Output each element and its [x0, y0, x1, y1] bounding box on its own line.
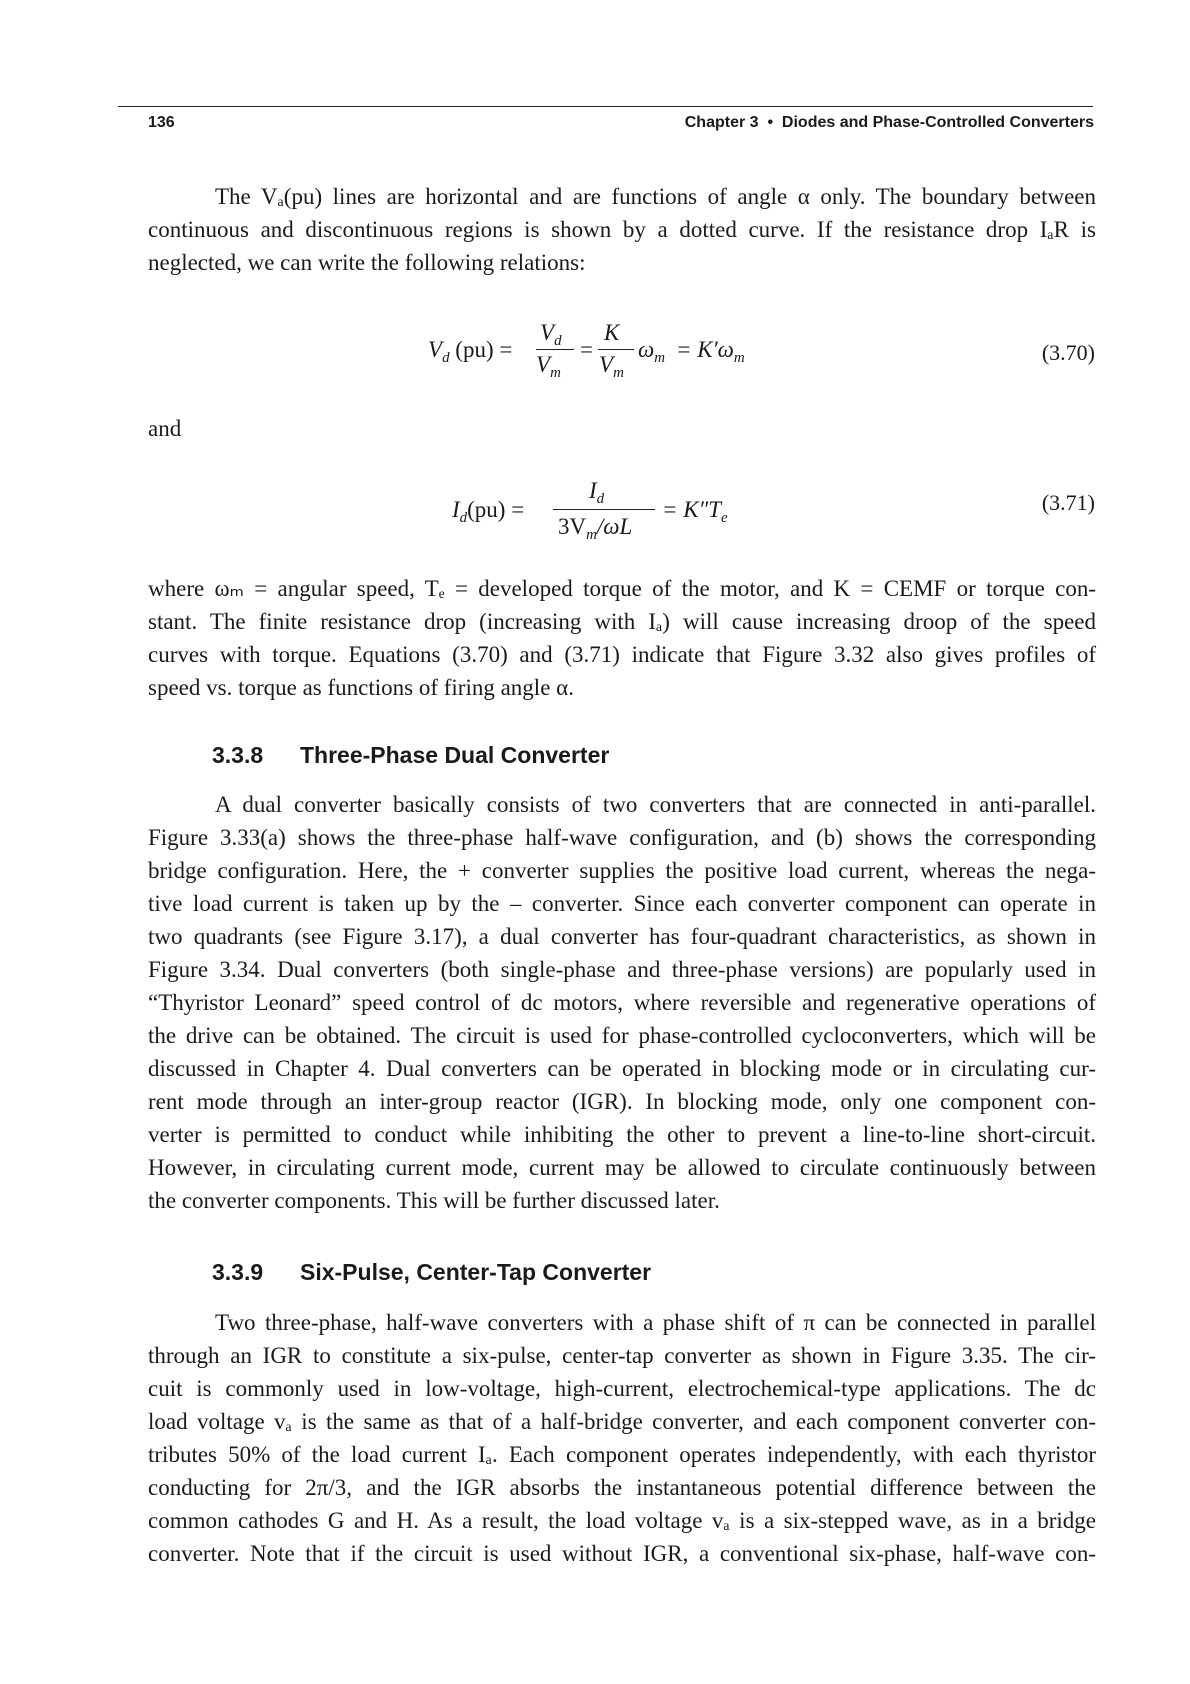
- eq-text: =: [580, 337, 593, 362]
- eq-subscript: d: [459, 510, 468, 527]
- paragraph-line: Figure 3.34. Dual converters (both single-phase and three-phase versions) are popularly used in: [148, 957, 1096, 982]
- running-head: Chapter 3 • Diodes and Phase-Controlled Converters: [684, 114, 1094, 131]
- paragraph-line: The Vₐ(pu) lines are horizontal and are functions of angle α only. The boundary between: [215, 184, 1096, 209]
- eq-subscript: d: [596, 491, 605, 508]
- paragraph-line: and: [148, 416, 182, 441]
- paragraph-line: neglected, we can write the following relations:: [148, 250, 586, 275]
- eq-symbol: V: [599, 352, 614, 377]
- eq-symbol: = K′ω: [676, 337, 734, 362]
- paragraph-line: the converter components. This will be further discussed later.: [148, 1188, 720, 1213]
- paragraph-line: where ωₘ = angular speed, Tₑ = developed torque of the motor, and K = CEMF or torque con-: [148, 576, 1096, 601]
- paragraph-line: speed vs. torque as functions of firing angle α.: [148, 675, 574, 700]
- eq-symbol: I: [452, 497, 460, 522]
- eq-symbol: I: [589, 478, 597, 503]
- eq-text: (pu) =: [455, 337, 513, 362]
- section-heading-3-3-8: [212, 742, 609, 769]
- eq-symbol: = K″T: [662, 497, 721, 522]
- eq-subscript: m: [550, 365, 561, 382]
- paragraph-line: converter. Note that if the circuit is used without IGR, a conventional six-phase, half-wave con-: [148, 1541, 1096, 1566]
- paragraph-line: cuit is commonly used in low-voltage, high-current, electrochemical-type applications. The dc: [148, 1376, 1096, 1401]
- section-number: 3.3.8: [212, 742, 264, 768]
- paragraph-line: Figure 3.33(a) shows the three-phase half-wave configuration, and (b) shows the corresponding: [148, 825, 1096, 850]
- paragraph-line: “Thyristor Leonard” speed control of dc motors, where reversible and regenerative operations of: [148, 990, 1096, 1015]
- eq-symbol: /ωL: [596, 514, 633, 539]
- fraction-bar: [553, 509, 655, 510]
- eq-subscript: m: [654, 350, 666, 367]
- page-number: 136: [148, 114, 175, 131]
- eq-subscript: m: [733, 350, 745, 367]
- eq-symbol: ω: [638, 337, 655, 362]
- eq-symbol: V: [428, 337, 443, 362]
- paragraph-line: tributes 50% of the load current Iₐ. Each component operates independently, with each thyristor: [148, 1442, 1096, 1467]
- paragraph-line: rent mode through an inter-group reactor (IGR). In blocking mode, only one component con-: [148, 1089, 1096, 1114]
- equation-number: (3.70): [1041, 340, 1095, 365]
- paragraph-line: However, in circulating current mode, current may be allowed to circulate continuously between: [148, 1155, 1096, 1180]
- eq-subscript: d: [554, 333, 562, 350]
- section-heading-3-3-9: [212, 1259, 651, 1286]
- paragraph-line: two quadrants (see Figure 3.17), a dual converter has four-quadrant characteristics, as shown in: [148, 924, 1096, 949]
- eq-subscript: m: [613, 365, 624, 382]
- paragraph-line: discussed in Chapter 4. Dual converters can be operated in blocking mode or in circulating cur-: [148, 1056, 1096, 1081]
- paragraph-line: bridge configuration. Here, the + converter supplies the positive load current, whereas the nega-: [148, 858, 1096, 883]
- eq-text: (pu) =: [467, 497, 525, 522]
- fraction-bar: [598, 349, 634, 350]
- section-title: Six-Pulse, Center-Tap Converter: [300, 1259, 652, 1285]
- paragraph-line: verter is permitted to conduct while inhibiting the other to prevent a line-to-line short-circuit.: [148, 1122, 1096, 1147]
- eq-symbol: K: [604, 320, 620, 345]
- eq-subscript: m: [586, 527, 597, 544]
- paragraph-line: conducting for 2π/3, and the IGR absorbs the instantaneous potential difference between the: [148, 1475, 1096, 1500]
- eq-subscript: d: [442, 350, 450, 367]
- section-title: Three-Phase Dual Converter: [300, 742, 610, 768]
- eq-symbol: V: [540, 320, 555, 345]
- paragraph-line: common cathodes G and H. As a result, the load voltage vₐ is a six-stepped wave, as in a bridge: [148, 1508, 1096, 1533]
- paragraph-line: curves with torque. Equations (3.70) and (3.71) indicate that Figure 3.32 also gives profiles of: [148, 642, 1096, 667]
- paragraph-line: load voltage vₐ is the same as that of a half-bridge converter, and each component converter con-: [148, 1409, 1096, 1434]
- paragraph-line: Two three-phase, half-wave converters with a phase shift of π can be connected in parallel: [215, 1310, 1096, 1335]
- eq-symbol: V: [536, 352, 551, 377]
- section-number: 3.3.9: [212, 1259, 264, 1285]
- paragraph-line: through an IGR to constitute a six-pulse, center-tap converter as shown in Figure 3.35. The cir-: [148, 1343, 1096, 1368]
- eq-subscript: e: [720, 510, 728, 527]
- paragraph-line: continuous and discontinuous regions is shown by a dotted curve. If the resistance drop IₐR is: [148, 217, 1096, 242]
- eq-text: 3V: [558, 514, 587, 539]
- paragraph-line: the drive can be obtained. The circuit is used for phase-controlled cycloconverters, which will be: [148, 1023, 1096, 1048]
- fraction-bar: [536, 349, 574, 350]
- paragraph-line: A dual converter basically consists of two converters that are connected in anti-parallel.: [215, 792, 1096, 817]
- paragraph-line: stant. The finite resistance drop (increasing with Iₐ) will cause increasing droop of the speed: [148, 609, 1096, 634]
- equation-number: (3.71): [1041, 490, 1095, 515]
- header-rule: [118, 106, 1093, 107]
- paragraph-line: tive load current is taken up by the – converter. Since each converter component can operate in: [148, 891, 1096, 916]
